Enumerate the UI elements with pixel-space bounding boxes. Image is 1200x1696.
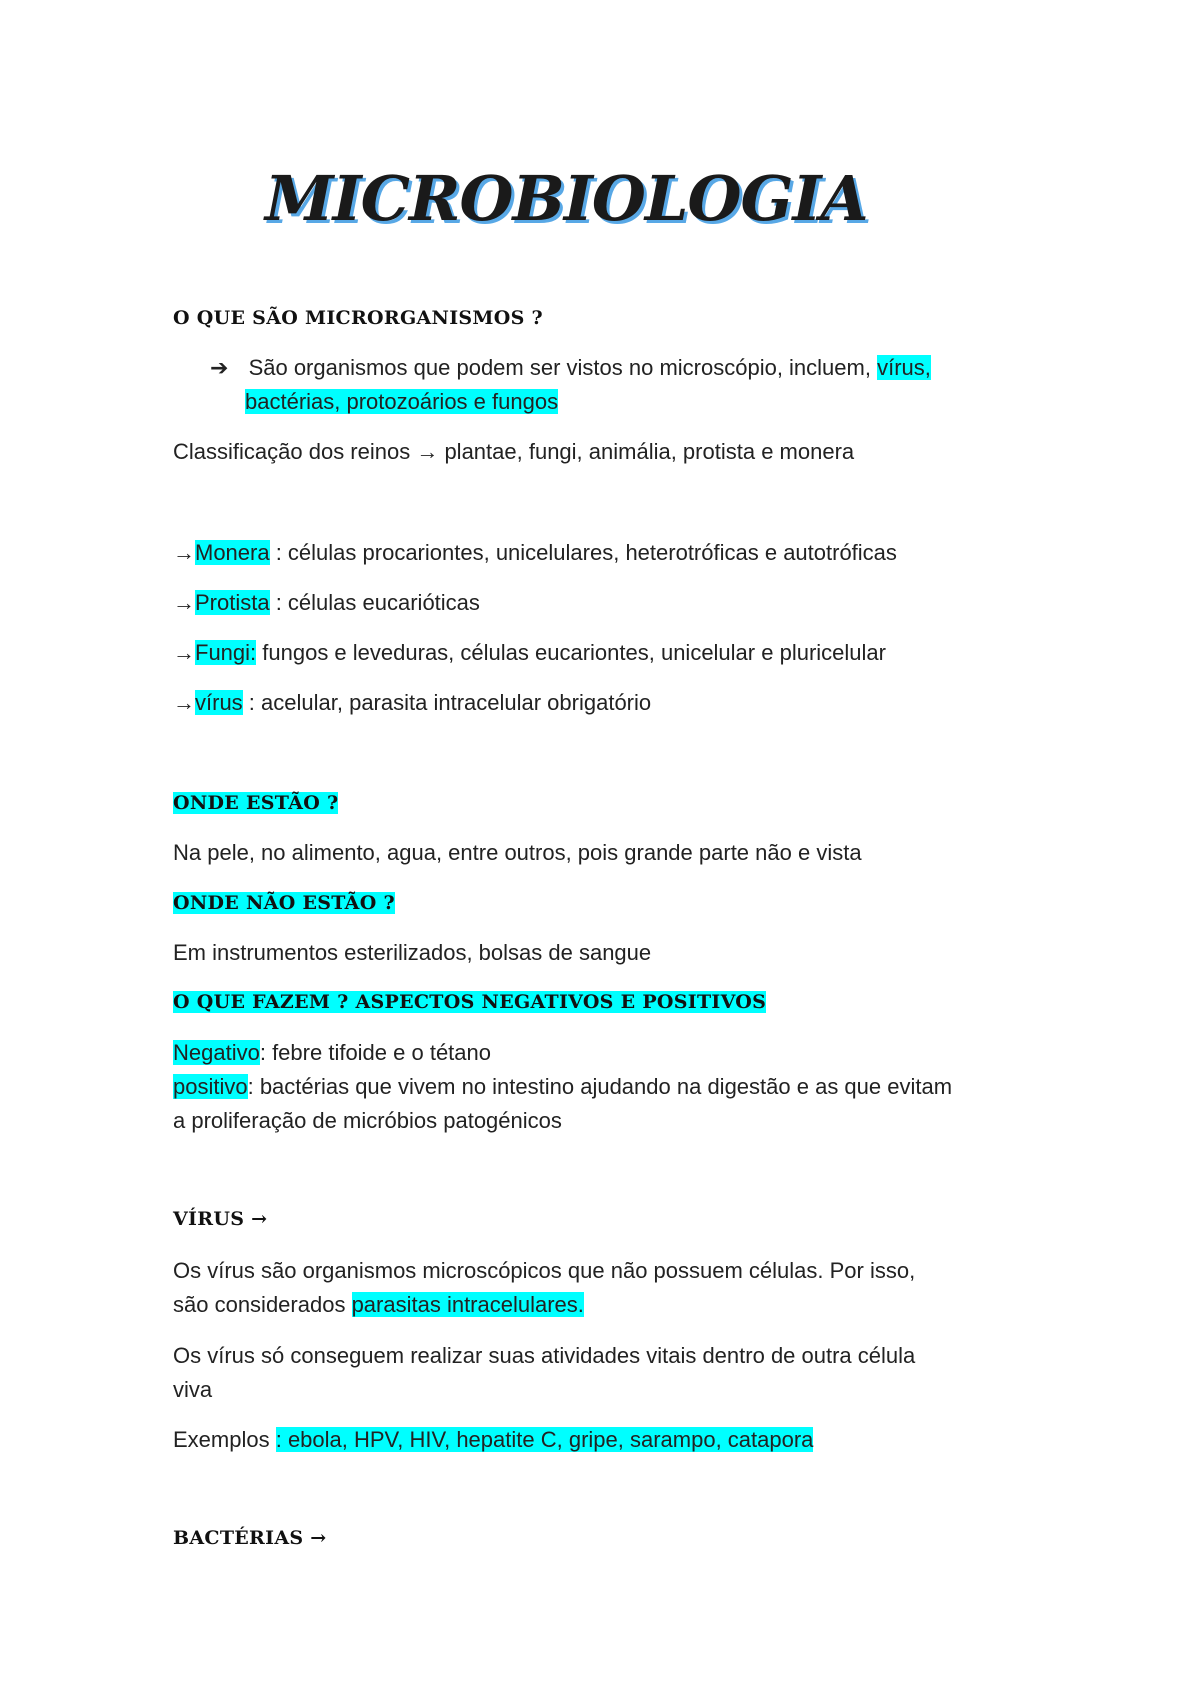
- negativo-text: : febre tifoide e o tétano: [259, 1040, 492, 1065]
- reino-name: Protista: [195, 590, 270, 615]
- bullet-line-2: [245, 389, 558, 415]
- heading-onde-estao-wrap: [173, 789, 338, 815]
- heading-o-que-fazem-wrap: [173, 988, 766, 1014]
- negativo-label: Negativo: [173, 1040, 260, 1065]
- virus-p1-text: são considerados: [173, 1292, 352, 1317]
- heading-onde-estao: ONDE ESTÃO ?: [173, 792, 339, 814]
- reino-fungi: [173, 640, 886, 666]
- heading-virus: VÍRUS →: [173, 1208, 268, 1230]
- examples-list: : ebola, HPV, HIV, hepatite C, gripe, sarampo, catapora: [275, 1427, 814, 1452]
- negativo-line: [173, 1040, 491, 1066]
- highlight-parasitas: parasitas intracelulares.: [351, 1292, 584, 1317]
- virus-p1-line1: Os vírus são organismos microscópicos que não possuem células. Por isso,: [173, 1258, 916, 1283]
- reino-desc: : células procariontes, unicelulares, heterotróficas e autotróficas: [269, 540, 897, 565]
- arrow-icon: ➔: [210, 356, 229, 381]
- reino-monera: [173, 540, 897, 566]
- positivo-line-2: a proliferação de micróbios patogénicos: [173, 1108, 562, 1133]
- onde-estao-text: Na pele, no alimento, agua, entre outros, pois grande parte não e vista: [173, 840, 862, 865]
- examples-label: Exemplos: [173, 1427, 276, 1452]
- heading-bacterias: BACTÉRIAS →: [173, 1527, 327, 1549]
- reino-desc: : acelular, parasita intracelular obrigatório: [242, 690, 652, 715]
- highlight-organisms: bactérias, protozoários e fungos: [245, 389, 559, 414]
- reino-desc: fungos e leveduras, células eucariontes, unicelular e pluricelular: [256, 640, 886, 665]
- arrow-icon: →: [173, 690, 195, 715]
- reino-virus: [173, 690, 651, 716]
- positivo-line: [173, 1074, 952, 1100]
- bullet-text: São organismos que podem ser vistos no microscópio, incluem,: [248, 355, 871, 380]
- arrow-icon: →: [173, 640, 195, 665]
- onde-nao-estao-text: Em instrumentos esterilizados, bolsas de sangue: [173, 940, 652, 965]
- heading-microrganismos: O QUE SÃO MICRORGANISMOS ?: [173, 307, 543, 329]
- arrow-icon: →: [173, 590, 195, 615]
- heading-onde-nao-estao: ONDE NÃO ESTÃO ?: [173, 892, 395, 914]
- reino-protista: [173, 590, 480, 616]
- reino-desc: : células eucarióticas: [269, 590, 480, 615]
- heading-o-que-fazem: O QUE FAZEM ? ASPECTOS NEGATIVOS E POSITIVOS: [173, 991, 767, 1013]
- highlight-virus: vírus,: [877, 355, 931, 380]
- arrow-icon: →: [173, 540, 195, 565]
- virus-p2-line1: Os vírus só conseguem realizar suas atividades vitais dentro de outra célula: [173, 1343, 916, 1368]
- reino-name: Monera: [195, 540, 270, 565]
- classificacao-text: Classificação dos reinos → plantae, fungi, animália, protista e monera: [173, 439, 855, 464]
- heading-onde-nao-estao-wrap: [173, 889, 395, 915]
- virus-examples: [173, 1427, 813, 1453]
- page-title: MICROBIOLOGIA: [265, 162, 868, 235]
- bullet-line-1: [210, 355, 931, 381]
- virus-p1-line2: [173, 1292, 584, 1318]
- reino-name: Fungi:: [195, 640, 257, 665]
- positivo-label: positivo: [173, 1074, 248, 1099]
- reino-name: vírus: [195, 690, 243, 715]
- virus-p2-line2: viva: [173, 1377, 213, 1402]
- positivo-text: : bactérias que vivem no intestino ajudando na digestão e as que evitam: [247, 1074, 953, 1099]
